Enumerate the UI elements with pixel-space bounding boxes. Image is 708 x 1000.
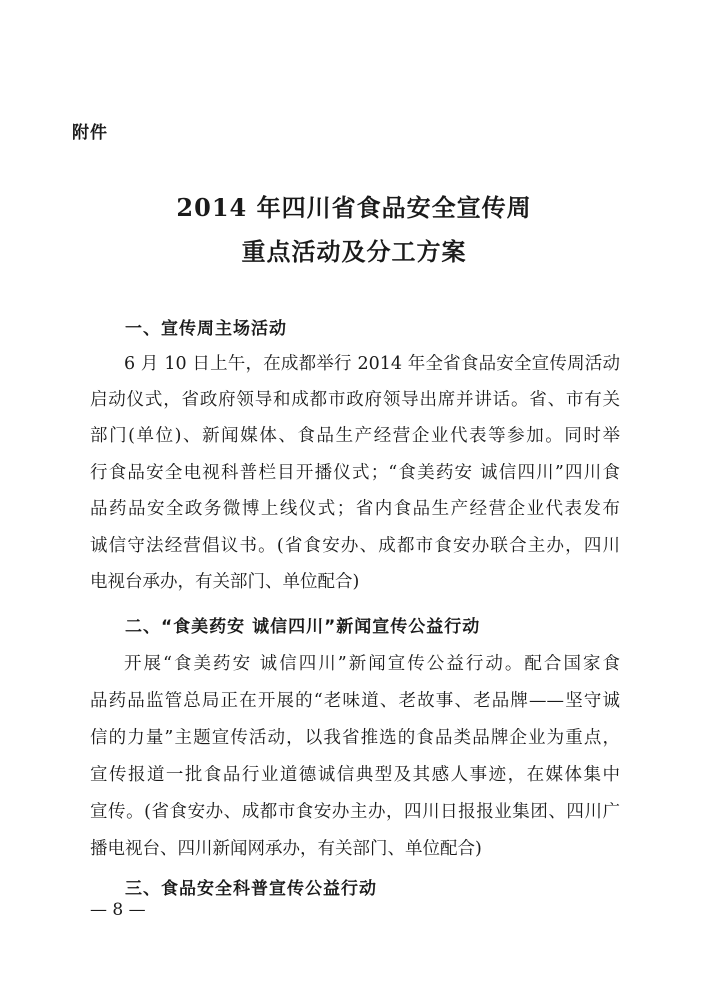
section-2-line: 播电视台、四川新闻网承办，有关部门、单位配合) (90, 839, 482, 859)
annex-label: 附件 (72, 123, 108, 143)
section-3-heading: 三、食品安全科普宣传公益行动 (125, 879, 377, 899)
section-1-line: 诚信守法经营倡议书。(省食安办、成都市食安办联合主办，四川 (90, 536, 620, 556)
section-1-line: 启动仪式，省政府领导和成都市政府领导出席并讲话。省、市有关 (90, 390, 620, 410)
section-1-line: 行食品安全电视科普栏目开播仪式；“食美药安 诚信四川”四川食 (90, 463, 620, 483)
section-1-line: 部门(单位)、新闻媒体、食品生产经营企业代表等参加。同时举 (90, 426, 620, 446)
section-2-line: 品药品监管总局正在开展的“老味道、老故事、老品牌——坚守诚 (90, 691, 620, 711)
title-line-2: 重点活动及分工方案 (241, 237, 467, 266)
section-2-heading: 二、“食美药安 诚信四川”新闻宣传公益行动 (125, 617, 481, 637)
section-1-line: 电视台承办，有关部门、单位配合) (90, 572, 360, 592)
section-2-line: 宣传报道一批食品行业道德诚信典型及其感人事迹，在媒体集中 (90, 765, 620, 785)
title-line-1: 2014 年四川省食品安全宣传周 (176, 193, 532, 222)
section-1-line: 6 月 10 日上午，在成都举行 2014 年全省食品安全宣传周活动 (124, 354, 620, 374)
page-number: — 8 — (90, 900, 146, 920)
section-2-line: 开展“食美药安 诚信四川”新闻宣传公益行动。配合国家食 (124, 654, 620, 674)
section-1-heading: 一、宣传周主场活动 (125, 319, 287, 339)
section-2-line: 宣传。(省食安办、成都市食安办主办，四川日报报业集团、四川广 (90, 802, 620, 822)
section-2-line: 信的力量”主题宣传活动，以我省推选的食品类品牌企业为重点， (90, 728, 620, 748)
section-1-line: 品药品安全政务微博上线仪式；省内食品生产经营企业代表发布 (90, 499, 620, 519)
